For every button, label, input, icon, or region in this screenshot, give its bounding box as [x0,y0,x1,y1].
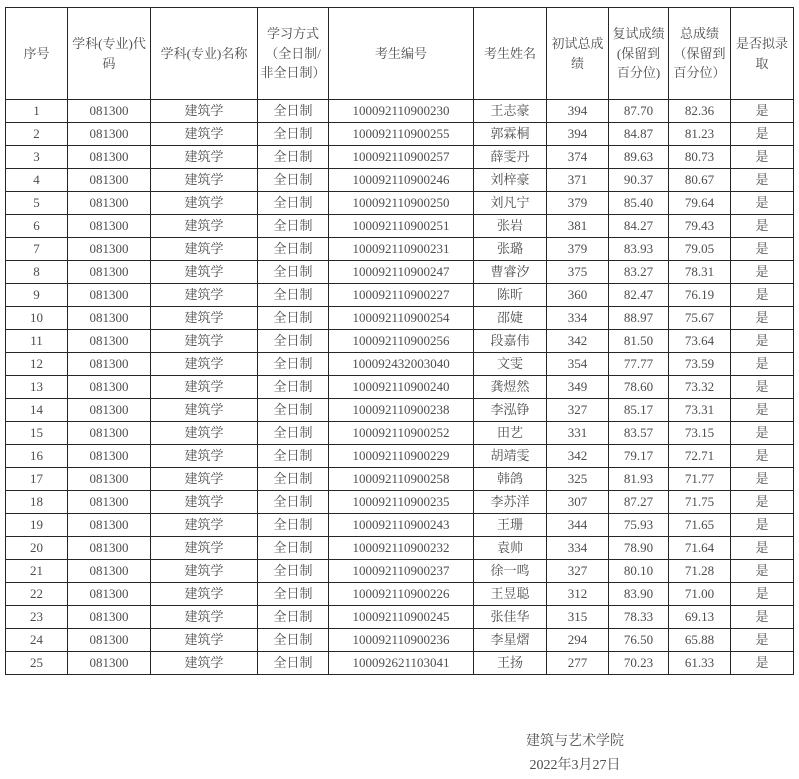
column-header-col-total-score: 总成绩（保留到百分位） [669,8,731,100]
table-cell-col-candidate-name: 邵婕 [474,307,547,330]
table-cell-col-initial-score: 360 [547,284,609,307]
table-cell-col-candidate-name: 王志豪 [474,100,547,123]
table-cell-col-candidate-no: 100092110900227 [329,284,474,307]
table-cell-col-code: 081300 [68,146,151,169]
table-cell-col-total-score: 72.71 [669,445,731,468]
table-cell-col-total-score: 75.67 [669,307,731,330]
table-cell-col-major: 建筑学 [151,652,258,675]
table-cell-col-retest-score: 78.33 [609,606,669,629]
table-cell-col-retest-score: 75.93 [609,514,669,537]
table-cell-col-candidate-no: 100092110900232 [329,537,474,560]
table-cell-col-total-score: 73.31 [669,399,731,422]
table-cell-col-seq: 19 [6,514,68,537]
table-cell-col-seq: 10 [6,307,68,330]
table-cell-col-total-score: 71.00 [669,583,731,606]
table-cell-col-major: 建筑学 [151,560,258,583]
table-cell-col-major: 建筑学 [151,399,258,422]
table-cell-col-initial-score: 294 [547,629,609,652]
column-header-col-candidate-name: 考生姓名 [474,8,547,100]
table-cell-col-mode: 全日制 [258,629,329,652]
table-cell-col-retest-score: 79.17 [609,445,669,468]
table-row [6,100,794,123]
table-body [6,100,794,675]
table-row [6,353,794,376]
table-cell-col-admitted: 是 [731,100,794,123]
table-cell-col-major: 建筑学 [151,376,258,399]
table-cell-col-retest-score: 83.27 [609,261,669,284]
table-cell-col-candidate-no: 100092110900229 [329,445,474,468]
table-cell-col-total-score: 61.33 [669,652,731,675]
table-cell-col-retest-score: 89.63 [609,146,669,169]
table-cell-col-retest-score: 85.40 [609,192,669,215]
table-cell-col-total-score: 71.64 [669,537,731,560]
table-cell-col-candidate-name: 薛雯丹 [474,146,547,169]
table-cell-col-mode: 全日制 [258,491,329,514]
table-cell-col-seq: 6 [6,215,68,238]
table-cell-col-major: 建筑学 [151,307,258,330]
table-cell-col-retest-score: 76.50 [609,629,669,652]
table-cell-col-code: 081300 [68,100,151,123]
column-header-col-mode: 学习方式（全日制/非全日制） [258,8,329,100]
table-row [6,491,794,514]
table-cell-col-mode: 全日制 [258,330,329,353]
table-row [6,123,794,146]
table-cell-col-retest-score: 83.90 [609,583,669,606]
table-cell-col-initial-score: 342 [547,445,609,468]
table-cell-col-seq: 15 [6,422,68,445]
table-cell-col-total-score: 71.28 [669,560,731,583]
table-cell-col-total-score: 73.59 [669,353,731,376]
table-cell-col-code: 081300 [68,123,151,146]
table-cell-col-initial-score: 371 [547,169,609,192]
table-cell-col-candidate-no: 100092432003040 [329,353,474,376]
table-cell-col-mode: 全日制 [258,215,329,238]
table-cell-col-retest-score: 70.23 [609,652,669,675]
table-cell-col-candidate-no: 100092110900250 [329,192,474,215]
table-cell-col-seq: 2 [6,123,68,146]
table-cell-col-major: 建筑学 [151,537,258,560]
table-row [6,606,794,629]
table-cell-col-code: 081300 [68,330,151,353]
table-cell-col-retest-score: 80.10 [609,560,669,583]
table-cell-col-candidate-no: 100092110900254 [329,307,474,330]
table-cell-col-major: 建筑学 [151,100,258,123]
table-cell-col-initial-score: 334 [547,537,609,560]
table-row [6,192,794,215]
table-cell-col-seq: 4 [6,169,68,192]
table-cell-col-retest-score: 78.90 [609,537,669,560]
table-cell-col-initial-score: 334 [547,307,609,330]
table-cell-col-admitted: 是 [731,261,794,284]
table-cell-col-code: 081300 [68,399,151,422]
table-row [6,468,794,491]
table-cell-col-initial-score: 394 [547,100,609,123]
table-cell-col-major: 建筑学 [151,238,258,261]
table-cell-col-candidate-name: 王昱聪 [474,583,547,606]
table-cell-col-candidate-name: 王珊 [474,514,547,537]
table-cell-col-retest-score: 82.47 [609,284,669,307]
table-cell-col-seq: 18 [6,491,68,514]
table-cell-col-total-score: 82.36 [669,100,731,123]
table-cell-col-seq: 20 [6,537,68,560]
table-row [6,169,794,192]
table-cell-col-seq: 25 [6,652,68,675]
table-cell-col-code: 081300 [68,514,151,537]
table-cell-col-seq: 5 [6,192,68,215]
signature-line: 建筑与艺术学院 [526,734,624,749]
table-cell-col-seq: 16 [6,445,68,468]
table-cell-col-admitted: 是 [731,606,794,629]
table-cell-col-candidate-name: 田艺 [474,422,547,445]
table-cell-col-retest-score: 77.77 [609,353,669,376]
table-cell-col-code: 081300 [68,307,151,330]
table-cell-col-candidate-name: 李星熠 [474,629,547,652]
table-cell-col-candidate-name: 李泓铮 [474,399,547,422]
table-cell-col-seq: 23 [6,606,68,629]
table-row [6,560,794,583]
table-cell-col-initial-score: 307 [547,491,609,514]
table-cell-col-total-score: 79.43 [669,215,731,238]
table-cell-col-code: 081300 [68,376,151,399]
table-cell-col-candidate-name: 张岩 [474,215,547,238]
table-cell-col-retest-score: 78.60 [609,376,669,399]
table-cell-col-major: 建筑学 [151,215,258,238]
table-cell-col-mode: 全日制 [258,192,329,215]
table-cell-col-initial-score: 374 [547,146,609,169]
table-cell-col-candidate-name: 胡靖雯 [474,445,547,468]
table-cell-col-candidate-name: 陈昕 [474,284,547,307]
table-cell-col-major: 建筑学 [151,146,258,169]
table-cell-col-candidate-no: 100092110900258 [329,468,474,491]
table-cell-col-major: 建筑学 [151,629,258,652]
table-cell-col-candidate-no: 100092110900236 [329,629,474,652]
table-cell-col-retest-score: 81.93 [609,468,669,491]
table-cell-col-candidate-no: 100092110900252 [329,422,474,445]
table-cell-col-candidate-no: 100092110900251 [329,215,474,238]
table-cell-col-seq: 21 [6,560,68,583]
column-header-col-initial-score: 初试总成绩 [547,8,609,100]
table-cell-col-admitted: 是 [731,537,794,560]
table-cell-col-candidate-no: 100092110900256 [329,330,474,353]
table-row [6,330,794,353]
table-cell-col-code: 081300 [68,445,151,468]
table-cell-col-initial-score: 331 [547,422,609,445]
table-cell-col-candidate-name: 王扬 [474,652,547,675]
table-cell-col-mode: 全日制 [258,123,329,146]
table-cell-col-candidate-no: 100092110900235 [329,491,474,514]
table-cell-col-candidate-no: 100092110900257 [329,146,474,169]
table-cell-col-admitted: 是 [731,123,794,146]
table-cell-col-total-score: 78.31 [669,261,731,284]
table-cell-col-retest-score: 83.57 [609,422,669,445]
table-cell-col-total-score: 79.05 [669,238,731,261]
table-cell-col-mode: 全日制 [258,537,329,560]
table-cell-col-code: 081300 [68,284,151,307]
table-cell-col-initial-score: 327 [547,399,609,422]
table-row [6,537,794,560]
table-cell-col-initial-score: 349 [547,376,609,399]
table-cell-col-retest-score: 84.27 [609,215,669,238]
column-header-col-admitted: 是否拟录取 [731,8,794,100]
table-cell-col-candidate-name: 韩鸽 [474,468,547,491]
table-cell-col-mode: 全日制 [258,261,329,284]
table-header-row [6,8,794,100]
table-row [6,629,794,652]
table-cell-col-admitted: 是 [731,399,794,422]
table-cell-col-total-score: 73.64 [669,330,731,353]
column-header-col-retest-score: 复试成绩(保留到百分位) [609,8,669,100]
table-cell-col-admitted: 是 [731,468,794,491]
table-cell-col-candidate-no: 100092110900231 [329,238,474,261]
table-cell-col-admitted: 是 [731,583,794,606]
table-cell-col-total-score: 71.75 [669,491,731,514]
table-cell-col-retest-score: 83.93 [609,238,669,261]
table-cell-col-mode: 全日制 [258,514,329,537]
table-cell-col-candidate-no: 100092110900246 [329,169,474,192]
table-cell-col-code: 081300 [68,560,151,583]
table-cell-col-code: 081300 [68,192,151,215]
table-cell-col-candidate-no: 100092110900230 [329,100,474,123]
table-cell-col-candidate-name: 刘凡宁 [474,192,547,215]
column-header-col-seq: 序号 [6,8,68,100]
table-cell-col-code: 081300 [68,215,151,238]
table-cell-col-retest-score: 84.87 [609,123,669,146]
table-cell-col-initial-score: 381 [547,215,609,238]
table-row [6,652,794,675]
table-cell-col-seq: 3 [6,146,68,169]
table-cell-col-admitted: 是 [731,307,794,330]
table-cell-col-seq: 9 [6,284,68,307]
table-cell-col-initial-score: 315 [547,606,609,629]
table-cell-col-admitted: 是 [731,169,794,192]
table-cell-col-mode: 全日制 [258,146,329,169]
table-cell-col-initial-score: 327 [547,560,609,583]
table-cell-col-total-score: 81.23 [669,123,731,146]
table-cell-col-seq: 7 [6,238,68,261]
table-cell-col-retest-score: 88.97 [609,307,669,330]
table-cell-col-admitted: 是 [731,330,794,353]
table-cell-col-candidate-name: 徐一鸣 [474,560,547,583]
table-cell-col-initial-score: 325 [547,468,609,491]
table-cell-col-total-score: 65.88 [669,629,731,652]
table-cell-col-admitted: 是 [731,491,794,514]
table-cell-col-major: 建筑学 [151,123,258,146]
table-cell-col-code: 081300 [68,629,151,652]
table-cell-col-initial-score: 354 [547,353,609,376]
table-cell-col-candidate-name: 文雯 [474,353,547,376]
table-cell-col-code: 081300 [68,652,151,675]
table-cell-col-code: 081300 [68,468,151,491]
table-cell-col-initial-score: 312 [547,583,609,606]
date-line: 2022年3月27日 [529,757,621,773]
table-cell-col-admitted: 是 [731,376,794,399]
table-cell-col-major: 建筑学 [151,445,258,468]
table-cell-col-seq: 11 [6,330,68,353]
table-row [6,445,794,468]
table-row [6,261,794,284]
table-cell-col-mode: 全日制 [258,445,329,468]
table-cell-col-code: 081300 [68,606,151,629]
table-cell-col-total-score: 79.64 [669,192,731,215]
table-cell-col-admitted: 是 [731,215,794,238]
table-cell-col-seq: 14 [6,399,68,422]
table-cell-col-candidate-no: 100092110900240 [329,376,474,399]
table-cell-col-initial-score: 344 [547,514,609,537]
table-cell-col-major: 建筑学 [151,583,258,606]
table-cell-col-candidate-no: 100092110900243 [329,514,474,537]
table-cell-col-mode: 全日制 [258,376,329,399]
table-cell-col-mode: 全日制 [258,468,329,491]
table-cell-col-mode: 全日制 [258,560,329,583]
table-cell-col-candidate-no: 100092110900238 [329,399,474,422]
table-cell-col-initial-score: 379 [547,192,609,215]
table-cell-col-candidate-name: 张璐 [474,238,547,261]
table-cell-col-seq: 8 [6,261,68,284]
table-cell-col-initial-score: 379 [547,238,609,261]
table-cell-col-seq: 22 [6,583,68,606]
table-cell-col-initial-score: 375 [547,261,609,284]
table-cell-col-admitted: 是 [731,192,794,215]
table-cell-col-admitted: 是 [731,629,794,652]
table-cell-col-admitted: 是 [731,284,794,307]
table-cell-col-major: 建筑学 [151,491,258,514]
table-cell-col-admitted: 是 [731,146,794,169]
table-cell-col-mode: 全日制 [258,606,329,629]
table-cell-col-retest-score: 81.50 [609,330,669,353]
table-cell-col-candidate-name: 龚煜然 [474,376,547,399]
table-cell-col-mode: 全日制 [258,422,329,445]
table-cell-col-candidate-name: 张佳华 [474,606,547,629]
table-cell-col-major: 建筑学 [151,192,258,215]
table-row [6,376,794,399]
table-cell-col-seq: 1 [6,100,68,123]
table-cell-col-initial-score: 342 [547,330,609,353]
table-row [6,422,794,445]
table-row [6,215,794,238]
table-cell-col-mode: 全日制 [258,284,329,307]
table-cell-col-admitted: 是 [731,652,794,675]
table-cell-col-total-score: 80.73 [669,146,731,169]
table-cell-col-initial-score: 394 [547,123,609,146]
table-cell-col-candidate-no: 100092110900247 [329,261,474,284]
table-cell-col-admitted: 是 [731,445,794,468]
table-cell-col-retest-score: 90.37 [609,169,669,192]
table-cell-col-candidate-no: 100092110900255 [329,123,474,146]
column-header-col-candidate-no: 考生编号 [329,8,474,100]
table-cell-col-major: 建筑学 [151,261,258,284]
table-row [6,514,794,537]
table-cell-col-candidate-no: 100092110900226 [329,583,474,606]
table-cell-col-admitted: 是 [731,514,794,537]
document-footer [440,730,710,778]
table-cell-col-admitted: 是 [731,353,794,376]
table-cell-col-candidate-name: 郭霖桐 [474,123,547,146]
table-cell-col-seq: 12 [6,353,68,376]
table-cell-col-code: 081300 [68,261,151,284]
table-cell-col-total-score: 73.32 [669,376,731,399]
table-cell-col-total-score: 76.19 [669,284,731,307]
table-cell-col-candidate-name: 段嘉伟 [474,330,547,353]
table-cell-col-code: 081300 [68,537,151,560]
table-row [6,146,794,169]
table-cell-col-admitted: 是 [731,560,794,583]
table-cell-col-code: 081300 [68,238,151,261]
table-cell-col-admitted: 是 [731,422,794,445]
table-cell-col-total-score: 71.65 [669,514,731,537]
table-cell-col-retest-score: 87.70 [609,100,669,123]
table-cell-col-mode: 全日制 [258,399,329,422]
table-cell-col-major: 建筑学 [151,353,258,376]
table-cell-col-candidate-name: 刘梓豪 [474,169,547,192]
table-cell-col-major: 建筑学 [151,468,258,491]
table-cell-col-total-score: 69.13 [669,606,731,629]
table-cell-col-candidate-name: 李苏洋 [474,491,547,514]
table-cell-col-code: 081300 [68,583,151,606]
table-cell-col-initial-score: 277 [547,652,609,675]
table-cell-col-total-score: 80.67 [669,169,731,192]
table-row [6,307,794,330]
table-cell-col-major: 建筑学 [151,284,258,307]
table-cell-col-mode: 全日制 [258,652,329,675]
table-cell-col-admitted: 是 [731,238,794,261]
table-cell-col-total-score: 71.77 [669,468,731,491]
table-cell-col-code: 081300 [68,491,151,514]
table-cell-col-candidate-no: 100092621103041 [329,652,474,675]
column-header-col-code: 学科(专业)代码 [68,8,151,100]
table-cell-col-seq: 13 [6,376,68,399]
table-cell-col-major: 建筑学 [151,330,258,353]
table-row [6,238,794,261]
table-cell-col-retest-score: 87.27 [609,491,669,514]
table-cell-col-mode: 全日制 [258,307,329,330]
column-header-col-major: 学科(专业)名称 [151,8,258,100]
table-cell-col-major: 建筑学 [151,606,258,629]
table-cell-col-code: 081300 [68,169,151,192]
table-row [6,399,794,422]
table-cell-col-candidate-no: 100092110900237 [329,560,474,583]
table-row [6,284,794,307]
table-cell-col-major: 建筑学 [151,169,258,192]
table-cell-col-total-score: 73.15 [669,422,731,445]
table-cell-col-mode: 全日制 [258,100,329,123]
table-cell-col-seq: 24 [6,629,68,652]
table-cell-col-major: 建筑学 [151,514,258,537]
table-cell-col-candidate-name: 袁帅 [474,537,547,560]
table-cell-col-code: 081300 [68,353,151,376]
table-cell-col-retest-score: 85.17 [609,399,669,422]
table-cell-col-mode: 全日制 [258,353,329,376]
admission-results-table [5,7,794,675]
table-cell-col-major: 建筑学 [151,422,258,445]
table-cell-col-candidate-no: 100092110900245 [329,606,474,629]
table-cell-col-mode: 全日制 [258,238,329,261]
table-cell-col-seq: 17 [6,468,68,491]
table-row [6,583,794,606]
table-cell-col-code: 081300 [68,422,151,445]
table-cell-col-mode: 全日制 [258,169,329,192]
table-cell-col-candidate-name: 曹睿汐 [474,261,547,284]
table-cell-col-mode: 全日制 [258,583,329,606]
